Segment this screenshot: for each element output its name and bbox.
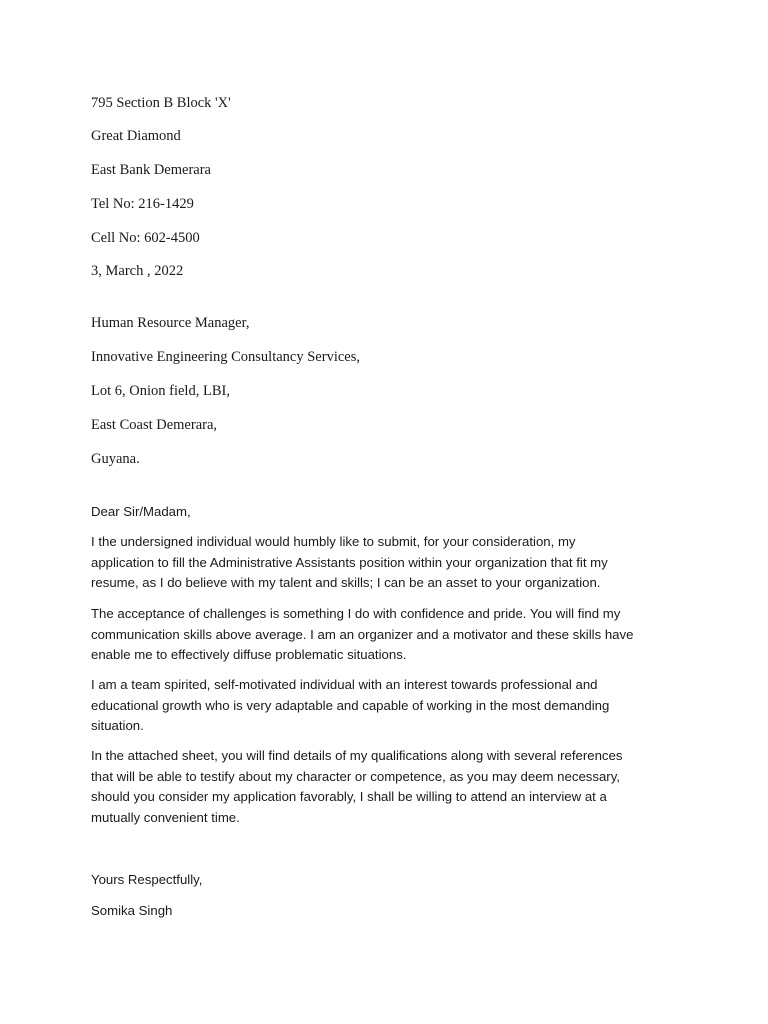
paragraph-line: that will be able to testify about my character or competence, as you may deem necessary, (91, 768, 620, 784)
paragraph-line: application to fill the Administrative Assistants position within your organization that fit my (91, 554, 608, 570)
paragraph-line: I am a team spirited, self-motivated individual with an interest towards professional and (91, 677, 598, 692)
sender-address-line-3: East Bank Demerara (91, 162, 211, 178)
paragraph-line: The acceptance of challenges is something I do with confidence and pride. You will find my (91, 606, 621, 621)
signature-name: Somika Singh (91, 903, 173, 918)
sender-cell: Cell No: 602-4500 (91, 230, 200, 246)
letter-date: 3, March , 2022 (91, 263, 184, 279)
sender-tel: Tel No: 216-1429 (91, 196, 194, 212)
recipient-company: Innovative Engineering Consultancy Services, (91, 349, 360, 365)
recipient-address-line-1: Lot 6, Onion field, LBI, (91, 383, 230, 399)
paragraph-line: communication skills above average. I am an organizer and a motivator and these skills have (91, 626, 634, 642)
closing: Yours Respectfully, (91, 872, 203, 887)
body-paragraph-4 (91, 746, 671, 828)
recipient-country: Guyana. (91, 451, 140, 467)
paragraph-line: mutually convenient time. (91, 809, 240, 825)
body-paragraph-1 (91, 532, 671, 594)
paragraph-line: I the undersigned individual would humbly like to submit, for your consideration, my (91, 534, 576, 549)
paragraph-line: In the attached sheet, you will find details of my qualifications along with several references (91, 748, 623, 763)
sender-address-line-2: Great Diamond (91, 128, 181, 144)
paragraph-line: educational growth who is very adaptable and capable of working in the most demanding (91, 697, 610, 713)
paragraph-line: situation. (91, 718, 144, 733)
body-paragraph-3 (91, 675, 671, 737)
salutation: Dear Sir/Madam, (91, 504, 191, 519)
recipient-address-line-2: East Coast Demerara, (91, 417, 218, 433)
paragraph-line: should you consider my application favorably, I shall be willing to attend an interview at a (91, 789, 607, 804)
paragraph-line: enable me to effectively diffuse problematic situations. (91, 647, 407, 662)
sender-address-line-1: 795 Section B Block 'X' (91, 95, 231, 111)
recipient-title: Human Resource Manager, (91, 315, 250, 331)
body-paragraph-2 (91, 604, 671, 666)
paragraph-line: resume, as I do believe with my talent and skills; I can be an asset to your organization. (91, 575, 601, 590)
